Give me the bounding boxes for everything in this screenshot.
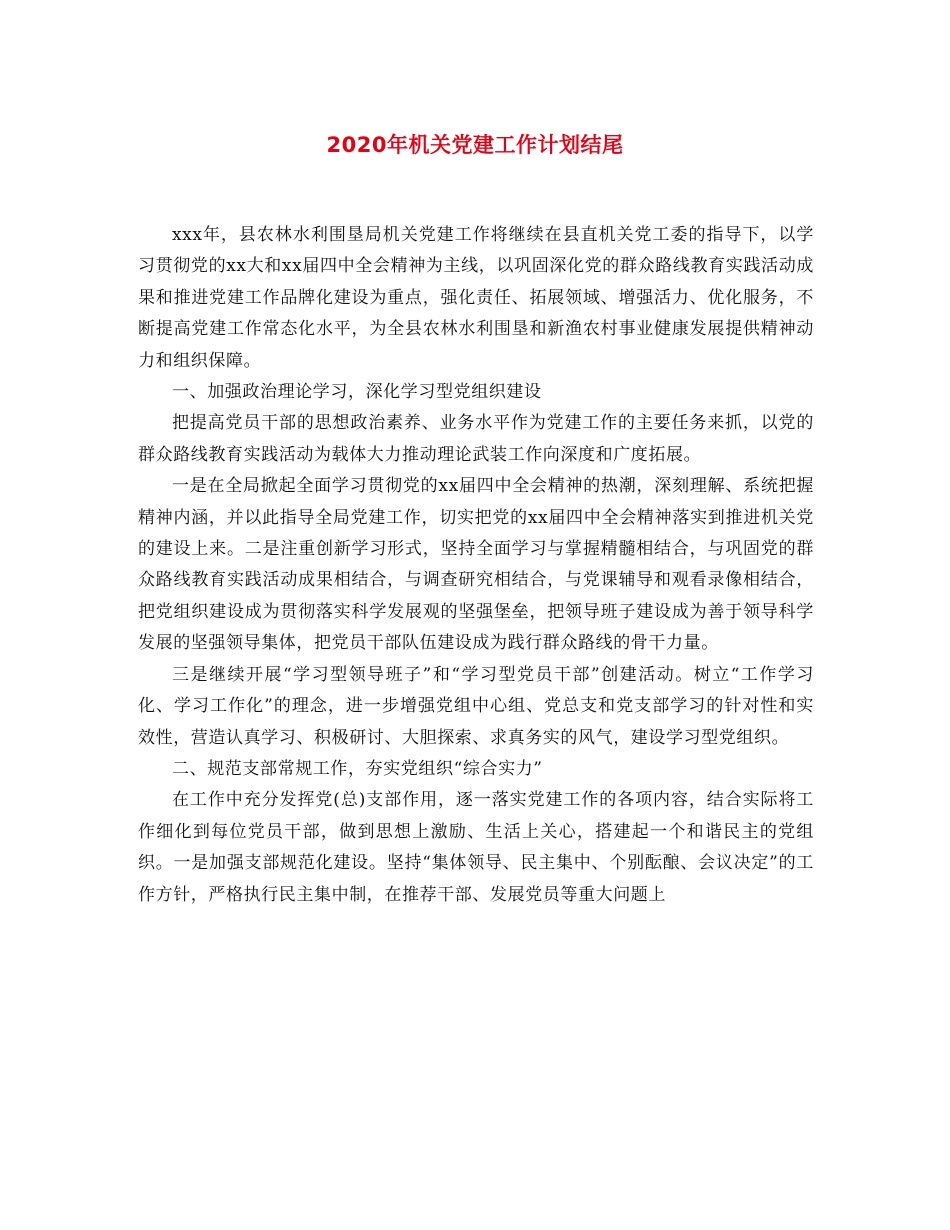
section-heading-1: 一、加强政治理论学习，深化学习型党组织建设 — [172, 382, 542, 403]
document-body — [138, 220, 814, 911]
section-heading-2: 二、规范支部常规工作，夯实党组织“综合实力” — [172, 758, 543, 779]
paragraph-4: 在工作中充分发挥党(总)支部作用，逐一落实党建工作的各项内容，结合实际将工作细化到每位党员干部，做到思想上激励、生活上关心，搭建起一个和谐民主的党组织。一是加强支部规范化建设。坚持“集体领导、民主集中、个别酝酿、会议决定”的工作方针，严格执行民主集中制，在推荐干部、发展党员等重大问题上 — [138, 790, 814, 905]
paragraph-1: 把提高党员干部的思想政治素养、业务水平作为党建工作的主要任务来抓，以党的群众路线教育实践活动为载体大力推动理论武装工作向深度和广度拓展。 — [138, 413, 814, 465]
document-title: 2020年机关党建工作计划结尾 — [326, 133, 624, 157]
paragraph-intro: xxx年，县农林水利围垦局机关党建工作将继续在县直机关党工委的指导下，以学习贯彻党的xx大和xx届四中全会精神为主线，以巩固深化党的群众路线教育实践活动成果和推进党建工作品牌化建设为重点，强化责任、拓展领域、增强活力、优化服务，不断提高党建工作常态化水平，为全县农林水利围垦和新渔农村事业健康发展提供精神动力和组织保障。 — [138, 225, 814, 371]
paragraph-3: 三是继续开展“学习型领导班子”和“学习型党员干部”创建活动。树立“工作学习化、学习工作化”的理念，进一步增强党组中心组、党总支和党支部学习的针对性和实效性，营造认真学习、积极研讨、大胆探索、求真务实的风气，建设学习型党组织。 — [138, 664, 814, 748]
paragraph-2: 一是在全局掀起全面学习贯彻党的xx届四中全会精神的热潮，深刻理解、系统把握精神内涵，并以此指导全局党建工作，切实把党的xx届四中全会精神落实到推进机关党的建设上来。二是注重创新学习形式，坚持全面学习与掌握精髓相结合，与巩固党的群众路线教育实践活动成果相结合，与调查研究相结合，与党课辅导和观看录像相结合，把党组织建设成为贯彻落实科学发展观的坚强堡垒，把领导班子建设成为善于领导科学发展的坚强领导集体，把党员干部队伍建设成为践行群众路线的骨干力量。 — [138, 476, 814, 654]
